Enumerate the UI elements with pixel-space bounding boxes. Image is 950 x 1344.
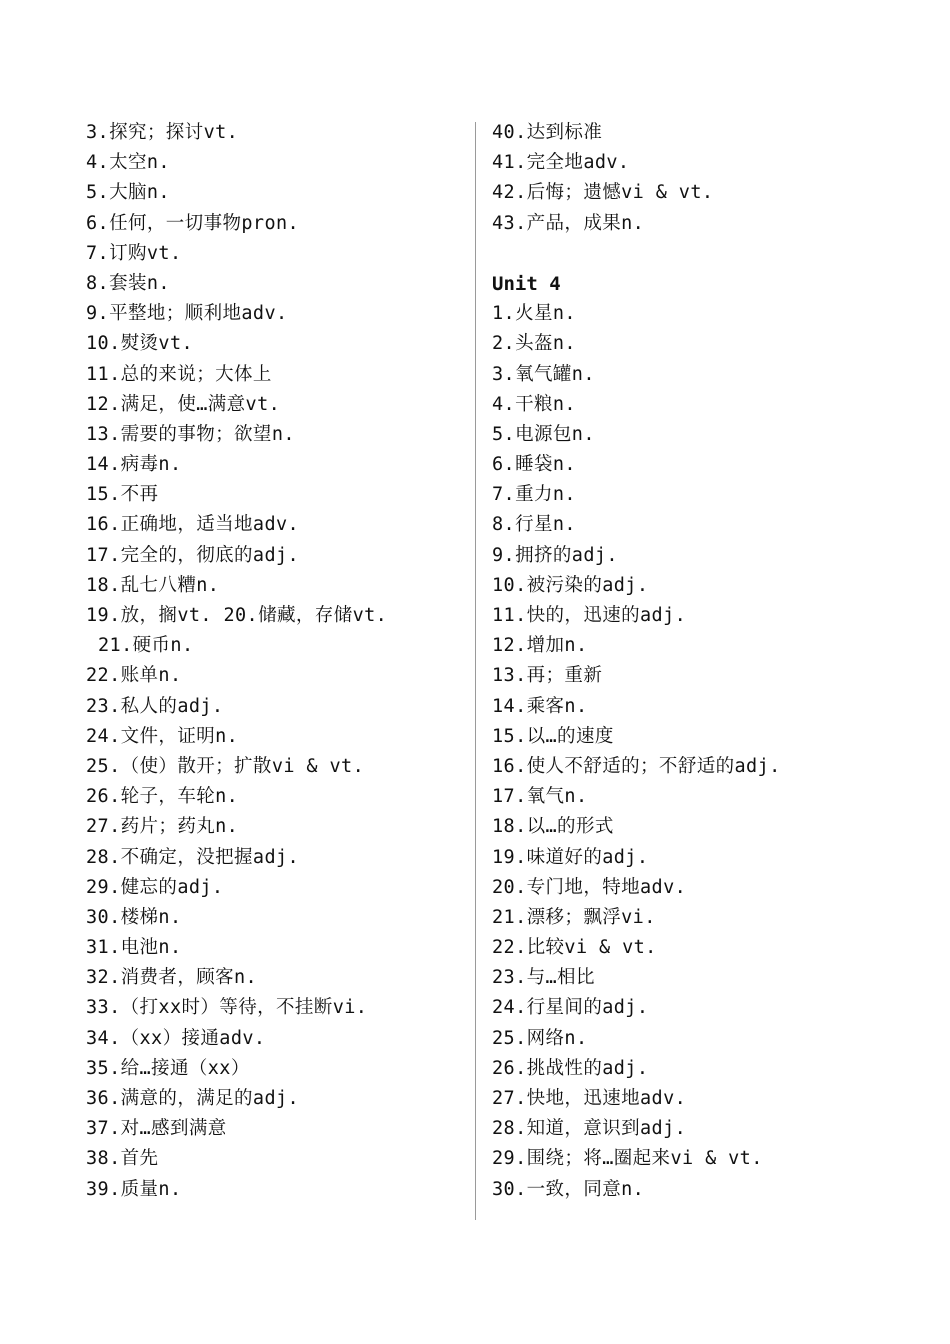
vocab-item: 28.不确定，没把握adj. xyxy=(86,846,300,868)
vocab-item: 29.健忘的adj. xyxy=(86,876,224,898)
vocab-item: 13.需要的事物；欲望n. xyxy=(86,423,295,445)
column-divider xyxy=(475,122,476,1220)
vocab-item: 4.太空n. xyxy=(86,152,170,174)
spacer xyxy=(492,239,912,269)
right-column xyxy=(492,118,912,1205)
vocab-item: 2.头盔n. xyxy=(492,333,576,355)
vocab-item: 41.完全地adv. xyxy=(492,152,630,174)
vocab-item: 9.拥挤的adj. xyxy=(492,544,618,566)
vocab-item: 22.账单n. xyxy=(86,665,182,687)
vocab-item: 40.达到标准 xyxy=(492,122,603,143)
vocab-item: 7.订购vt. xyxy=(86,242,182,264)
vocab-item: 18.乱七八糟n. xyxy=(86,574,220,596)
vocab-item: 35.给…接通（xx） xyxy=(86,1057,250,1079)
vocab-item: 16.正确地，适当地adv. xyxy=(86,514,300,536)
vocab-item: 14.病毒n. xyxy=(86,454,182,476)
vocab-item: 8.套装n. xyxy=(86,272,170,294)
vocab-item: 17.完全的，彻底的adj. xyxy=(86,544,300,566)
vocab-item: 18.以…的形式 xyxy=(492,816,614,838)
vocab-item: 27.药片；药丸n. xyxy=(86,816,239,838)
vocab-item: 32.消费者，顾客n. xyxy=(86,967,258,989)
vocab-item: 25.网络n. xyxy=(492,1027,588,1049)
vocab-item: 10.被污染的adj. xyxy=(492,574,649,596)
vocab-item: 4.干粮n. xyxy=(492,393,576,415)
vocab-item: 9.平整地；顺利地adv. xyxy=(86,303,288,325)
vocab-item: 11.总的来说；大体上 xyxy=(86,363,272,385)
vocab-item: 42.后悔；遗憾vi & vt. xyxy=(492,182,714,204)
vocab-item: 30.楼梯n. xyxy=(86,906,182,928)
vocab-item: 30.一致，同意n. xyxy=(492,1178,645,1200)
vocab-item: 3.探究；探讨vt. xyxy=(86,122,239,143)
unit-heading: Unit 4 xyxy=(492,272,561,295)
vocab-item: 39.质量n. xyxy=(86,1178,182,1200)
vocab-item: 5.大脑n. xyxy=(86,182,170,204)
vocab-item: 5.电源包n. xyxy=(492,423,595,445)
vocab-item: 12.增加n. xyxy=(492,635,588,657)
vocab-item: 23.私人的adj. xyxy=(86,695,224,717)
vocab-item: 6.睡袋n. xyxy=(492,454,576,476)
vocab-item: 19.味道好的adj. xyxy=(492,846,649,868)
vocab-item: 24.文件，证明n. xyxy=(86,725,239,747)
vocab-item: 25.（使）散开；扩散vi & vt. xyxy=(86,755,365,777)
vocab-item: 6.任何，一切事物pron. xyxy=(86,212,300,234)
vocab-item: 23.与…相比 xyxy=(492,967,595,989)
vocab-item: 37.对…感到满意 xyxy=(86,1118,227,1140)
vocab-item: 11.快的，迅速的adj. xyxy=(492,605,687,626)
vocab-item: 31.电池n. xyxy=(86,937,182,959)
vocab-item: 22.比较vi & vt. xyxy=(492,937,657,959)
vocab-item: 26.轮子，车轮n. xyxy=(86,786,239,808)
vocab-item: 19.放，搁vt. 20.储藏，存储vt. xyxy=(86,605,388,626)
vocab-item: 15.不再 xyxy=(86,484,159,506)
vocab-item: 26.挑战性的adj. xyxy=(492,1057,649,1079)
vocab-item: 20.专门地，特地adv. xyxy=(492,876,687,898)
vocab-item: 28.知道，意识到adj. xyxy=(492,1118,687,1140)
vocab-item: 33.（打xx时）等待，不挂断vi. xyxy=(86,997,368,1019)
vocab-item: 13.再；重新 xyxy=(492,665,603,687)
vocab-item: 14.乘客n. xyxy=(492,695,588,717)
vocab-item: 24.行星间的adj. xyxy=(492,997,649,1019)
vocab-item: 12.满足，使…满意vt. xyxy=(86,393,281,415)
vocab-item: 8.行星n. xyxy=(492,514,576,536)
vocab-item: 1.火星n. xyxy=(492,303,576,325)
vocab-item: 21.漂移；飘浮vi. xyxy=(492,906,656,928)
vocab-item: 10.熨烫vt. xyxy=(86,333,194,355)
vocab-item: 16.使人不舒适的；不舒适的adj. xyxy=(492,755,781,777)
vocab-item: 21.硬币n. xyxy=(98,635,194,657)
vocab-item: 29.围绕；将…圈起来vi & vt. xyxy=(492,1148,763,1170)
vocab-item: 43.产品，成果n. xyxy=(492,212,645,234)
vocab-item: 34.（xx）接通adv. xyxy=(86,1027,266,1049)
vocab-item: 7.重力n. xyxy=(492,484,576,506)
vocab-item: 15.以…的速度 xyxy=(492,725,614,747)
left-column xyxy=(86,118,466,1205)
vocab-item: 27.快地，迅速地adv. xyxy=(492,1088,687,1109)
vocab-item: 36.满意的，满足的adj. xyxy=(86,1088,300,1109)
vocab-item: 17.氧气n. xyxy=(492,786,588,808)
vocab-item: 3.氧气罐n. xyxy=(492,363,595,385)
vocab-item: 38.首先 xyxy=(86,1148,159,1170)
